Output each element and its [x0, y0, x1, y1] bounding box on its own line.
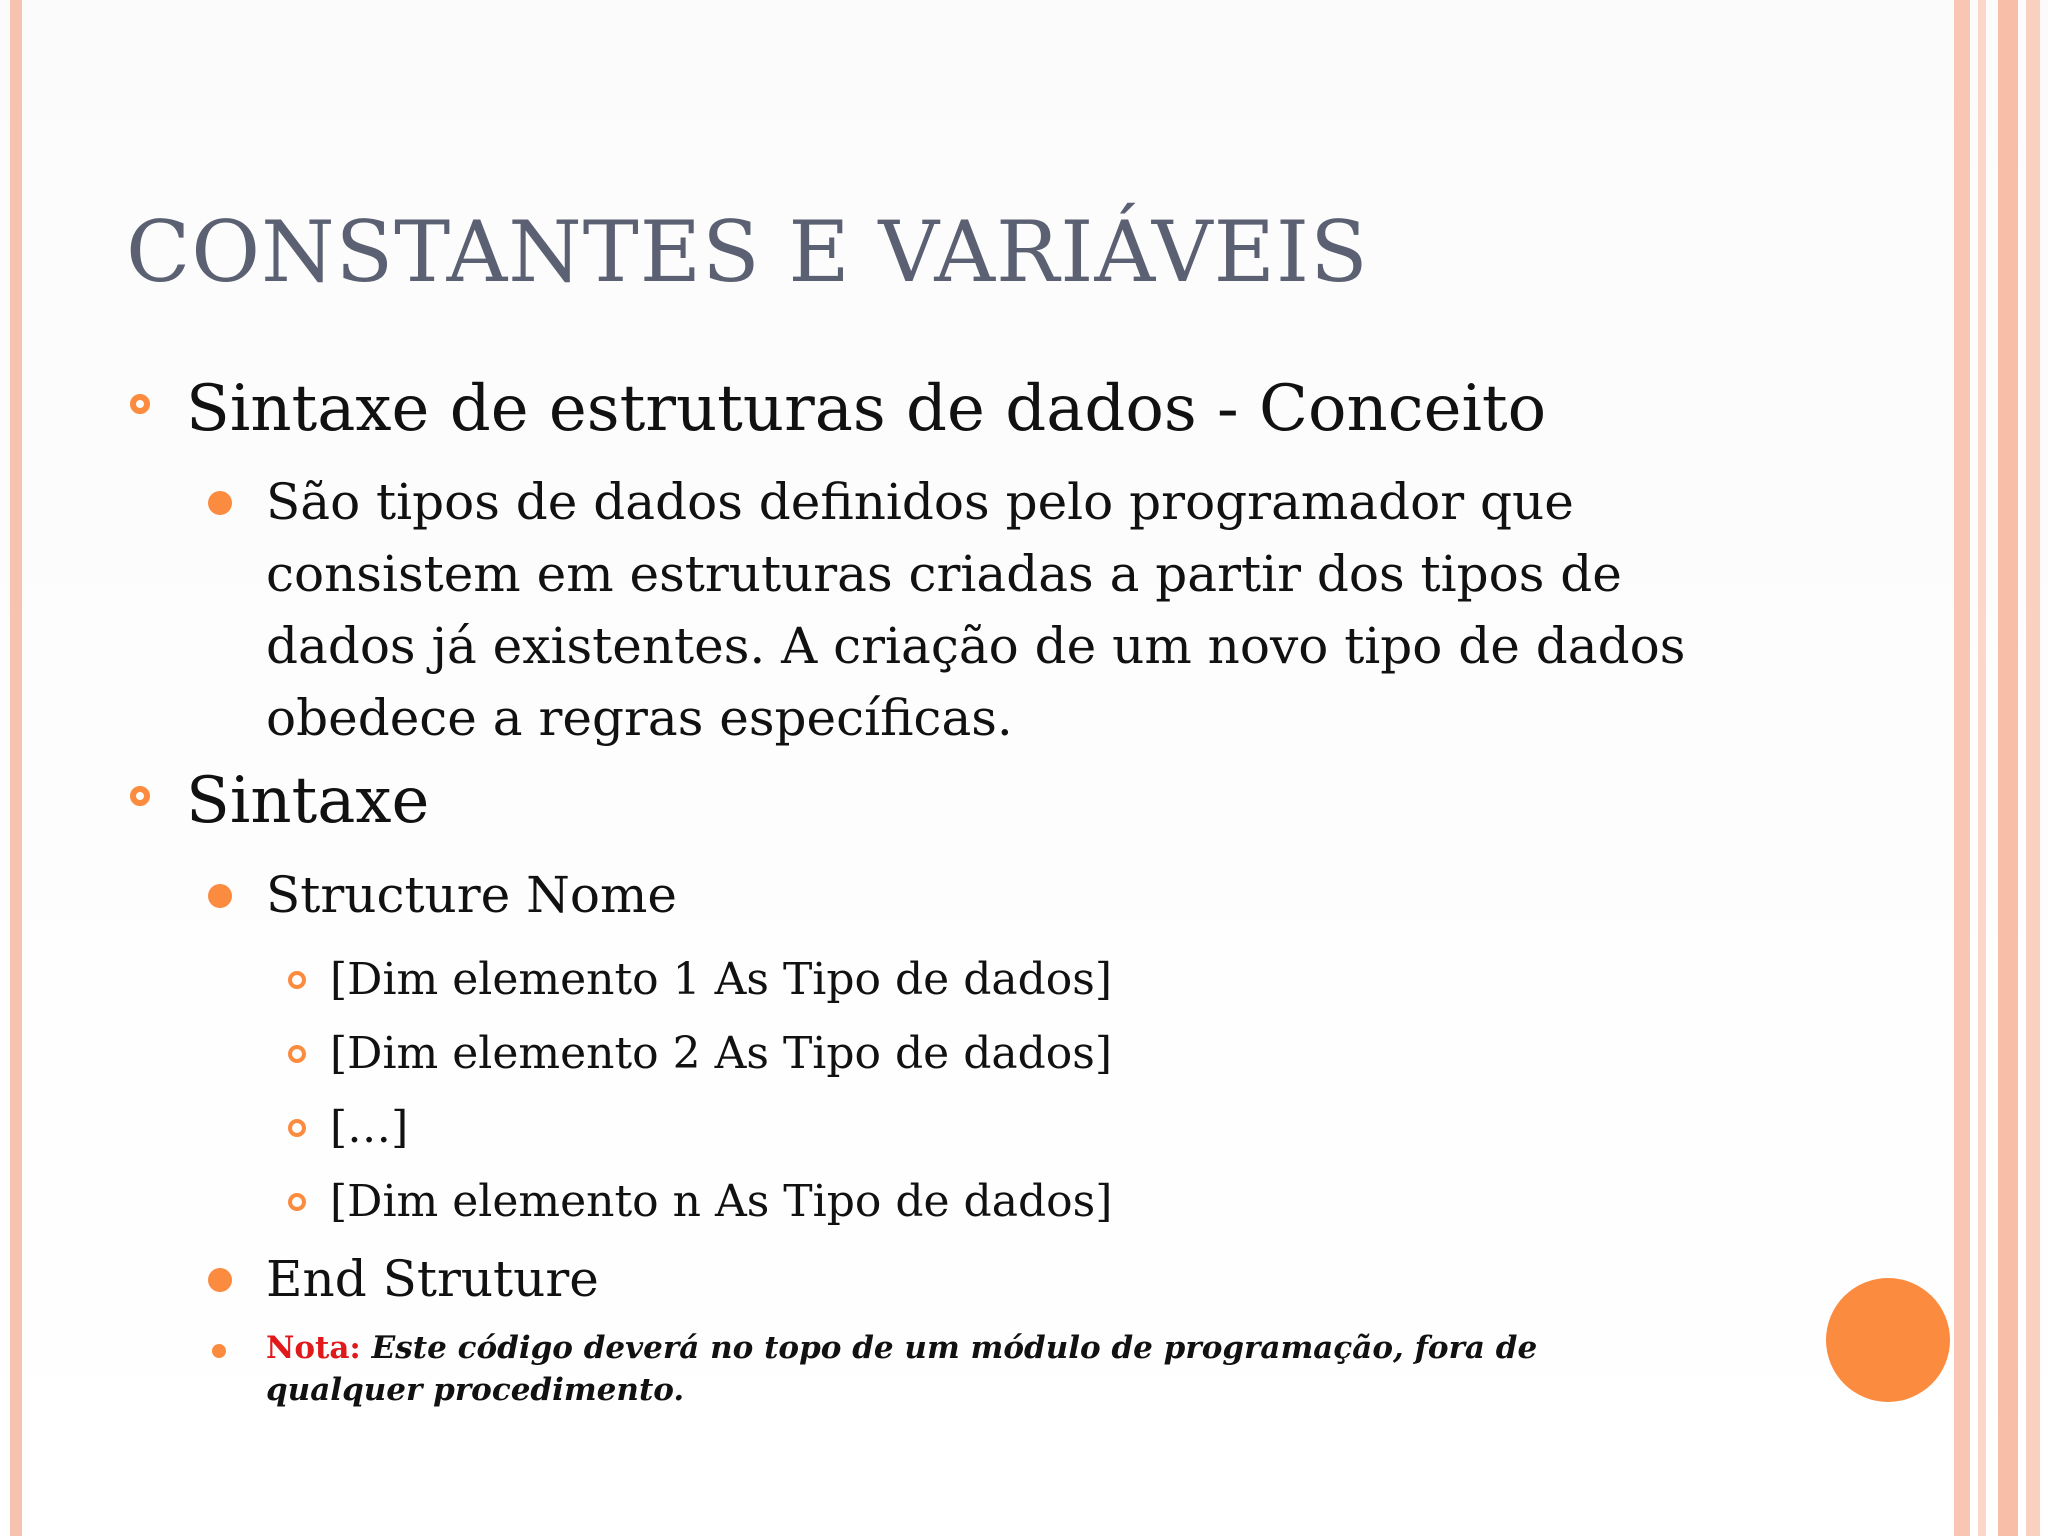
right-decorative-bar-4 — [2026, 0, 2040, 1536]
small-hollow-bullet-icon — [288, 1193, 306, 1211]
small-hollow-bullet-icon — [288, 1119, 306, 1137]
slide-title: CONSTANTES E VARIÁVEIS — [126, 203, 1369, 301]
bullet-level-2-structure-name — [208, 859, 1786, 931]
bullet-level-3-element-n-text: [Dim elemento n As Tipo de dados] — [330, 1175, 1113, 1227]
bullet-level-1-syntax-text: Sintaxe — [186, 764, 430, 839]
bullet-level-3-element-2 — [288, 1017, 1786, 1091]
left-decorative-bar — [10, 0, 22, 1536]
note-label: Nota: — [266, 1329, 361, 1366]
small-filled-bullet-icon — [212, 1344, 226, 1358]
filled-bullet-icon — [208, 1268, 232, 1292]
right-decorative-bar-1 — [1954, 0, 1970, 1536]
bullet-level-3-ellipsis-text: […] — [330, 1101, 409, 1153]
bullet-level-2-end-structure-text: End Struture — [266, 1249, 599, 1308]
hollow-bullet-icon — [130, 786, 150, 806]
bullet-level-1-concept — [126, 374, 1786, 444]
bullet-level-3-element-1-text: [Dim elemento 1 As Tipo de dados] — [330, 953, 1113, 1005]
decorative-orange-circle — [1826, 1278, 1950, 1402]
bullet-level-2-structure-name-text: Structure Nome — [266, 865, 677, 924]
bullet-level-3-element-n — [288, 1165, 1786, 1239]
filled-bullet-icon — [208, 491, 232, 515]
bullet-level-2-definition-text: São tipos de dados definidos pelo programador que consistem em estruturas criadas a partir dos tipos de dados já existentes. A criação de um novo tipo de dados obedece a regras específicas. — [266, 473, 1686, 748]
note-paragraph — [208, 1327, 1686, 1411]
note-text: Este código deverá no topo de um módulo de programação, fora de qualquer procedimento. — [266, 1329, 1538, 1408]
bullet-level-1-syntax — [126, 764, 1786, 839]
right-decorative-bar-3 — [1998, 0, 2018, 1536]
small-hollow-bullet-icon — [288, 1045, 306, 1063]
bullet-level-2-definition — [208, 466, 1786, 754]
bullet-level-3-ellipsis — [288, 1091, 1786, 1165]
bullet-level-2-end-structure — [208, 1243, 1786, 1315]
bullet-level-3-element-2-text: [Dim elemento 2 As Tipo de dados] — [330, 1027, 1113, 1079]
right-decorative-bar-2 — [1978, 0, 1986, 1536]
bullet-level-3-element-1 — [288, 943, 1786, 1017]
hollow-bullet-icon — [130, 394, 150, 414]
filled-bullet-icon — [208, 884, 232, 908]
bullet-level-1-concept-text: Sintaxe de estruturas de dados - Conceito — [186, 372, 1547, 446]
slide-content — [126, 374, 1786, 1411]
small-hollow-bullet-icon — [288, 971, 306, 989]
